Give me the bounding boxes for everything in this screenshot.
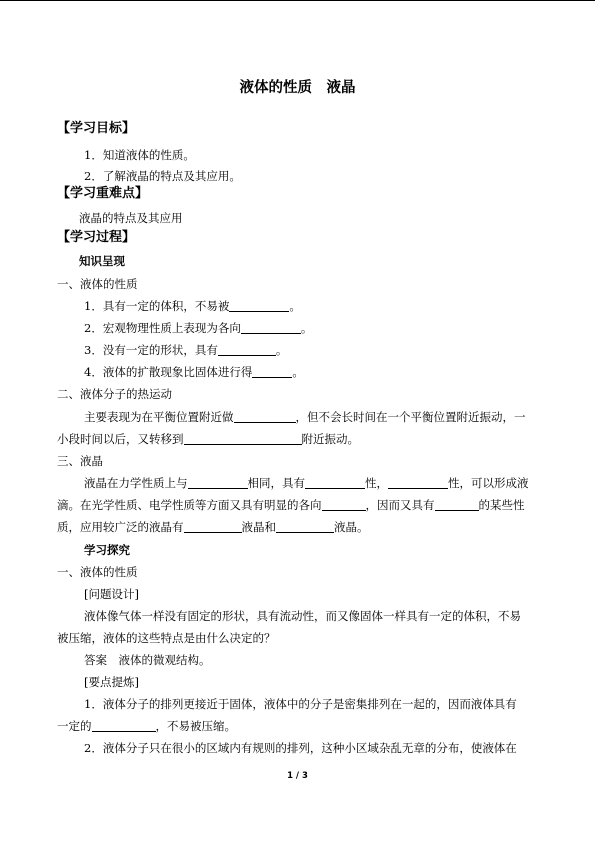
key-points-text: 液晶的特点及其应用 (79, 211, 183, 225)
part3-title: 三、液晶 (57, 454, 103, 468)
part3-line-1: 液晶在力学性质上与 相同，具有 性， 性，可以形成液 (84, 476, 529, 490)
problem-design-label: [问题设计] (84, 587, 139, 601)
key-points-label: [要点提炼] (84, 675, 139, 689)
fill-blank[interactable] (305, 476, 365, 489)
page-number: 1 / 3 (287, 771, 308, 781)
part3-line-3: 质，应用较广泛的液晶有 液晶和 液晶。 (57, 520, 369, 534)
part1-item-2: 2．宏观物理性质上表现为各向 。 (84, 321, 313, 335)
header-rule (0, 0, 595, 1)
question-line-2: 被压缩，液体的这些特点是由什么决定的？ (57, 631, 276, 645)
goal-item-1: 1．知道液体的性质。 (84, 148, 195, 162)
fill-blank[interactable] (229, 299, 289, 312)
fill-blank[interactable] (92, 719, 156, 732)
part2-title: 二、液体分子的热运动 (57, 387, 172, 401)
point-1-line-2: 一定的 ，不易被压缩。 (57, 719, 236, 733)
page-title: 液体的性质 液晶 (239, 80, 356, 96)
fill-blank[interactable] (388, 476, 448, 489)
explore-title: 一、液体的性质 (57, 565, 138, 579)
answer-line: 答案 液体的微观结构。 (84, 653, 211, 667)
goal-item-2: 2．了解液晶的特点及其应用。 (84, 169, 241, 183)
section-heading-process: 【学习过程】 (57, 230, 136, 245)
part1-item-3: 3．没有一定的形状，具有 。 (84, 343, 288, 357)
subheading-explore: 学习探究 (84, 543, 130, 557)
fill-blank[interactable] (218, 343, 276, 356)
fill-blank[interactable] (188, 476, 248, 489)
question-line-1: 液体像气体一样没有固定的形状，具有流动性，而又像固体一样具有一定的体积，不易 (84, 609, 521, 623)
fill-blank[interactable] (252, 365, 292, 378)
part1-item-1: 1．具有一定的体积，不易被 。 (84, 299, 301, 313)
fill-blank[interactable] (322, 498, 366, 511)
point-2-line-1: 2．液体分子只在很小的区域内有规则的排列，这种小区域杂乱无章的分布，使液体在 (84, 741, 517, 755)
fill-blank[interactable] (184, 520, 242, 533)
part1-title: 一、液体的性质 (57, 277, 138, 291)
fill-blank[interactable] (184, 432, 302, 445)
fill-blank[interactable] (234, 410, 296, 423)
section-heading-key-points: 【学习重难点】 (57, 186, 149, 201)
fill-blank[interactable] (435, 498, 479, 511)
part1-item-4: 4．液体的扩散现象比固体进行得 。 (84, 365, 304, 379)
subheading-knowledge: 知识呈现 (79, 254, 125, 268)
point-1-line-1: 1．液体分子的排列更接近于固体，液体中的分子是密集排列在一起的，因而液体具有 (84, 697, 517, 711)
part2-line-2: 小段时间以后，又转移到 附近振动。 (57, 432, 359, 446)
part2-line-1: 主要表现为在平衡位置附近做 ，但不会长时间在一个平衡位置附近振动，一 (84, 410, 526, 424)
fill-blank[interactable] (276, 520, 334, 533)
fill-blank[interactable] (241, 321, 301, 334)
part3-line-2: 滴。在光学性质、电学性质等方面又具有明显的各向 ，因而又具有 的某些性 (57, 498, 525, 512)
section-heading-goals: 【学习目标】 (57, 121, 136, 136)
